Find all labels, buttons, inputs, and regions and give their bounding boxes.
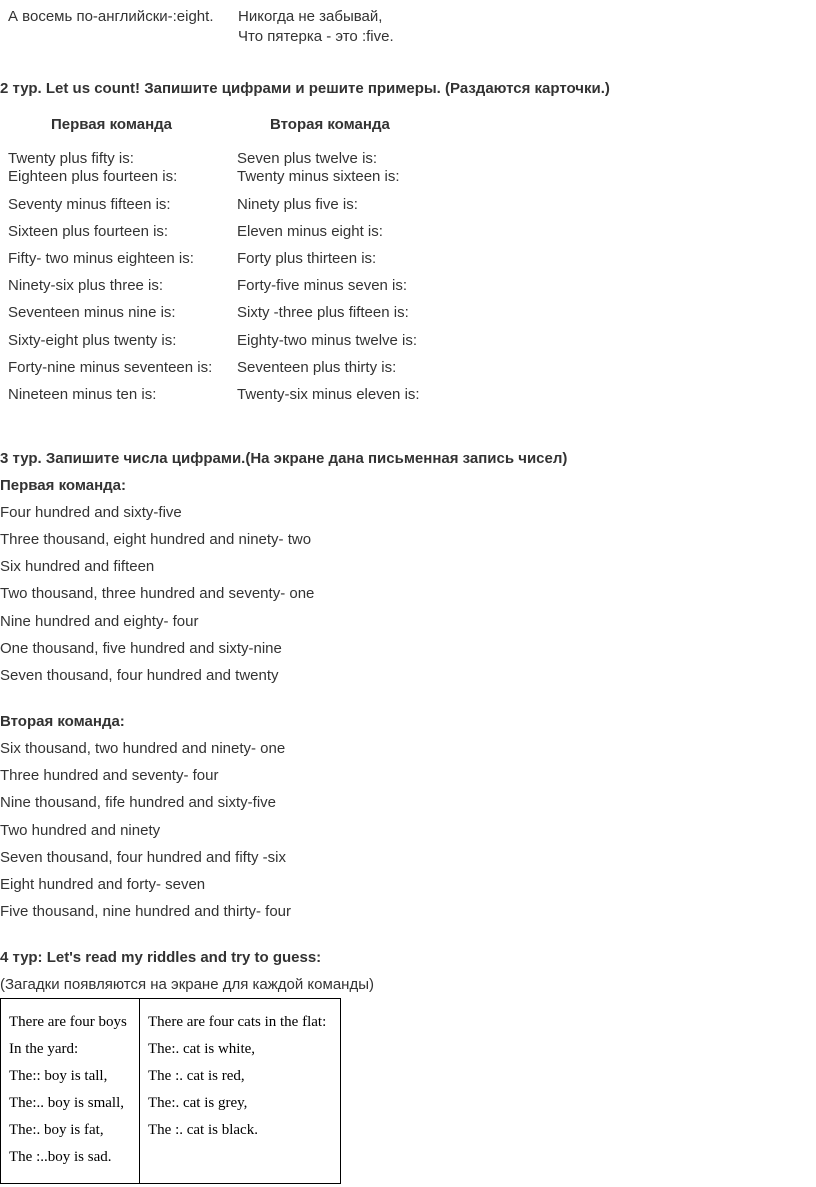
list-item: Twenty-six minus eleven is: [237,386,420,403]
round2-team2-title: Вторая команда [270,116,390,133]
list-item: Six hundred and fifteen [0,558,155,575]
list-item: Twenty minus sixteen is: [237,168,400,185]
riddle-line: The:. cat is grey, [148,1095,248,1111]
round3-team2-title: Вторая команда: [0,713,125,730]
list-item: Sixty -three plus fifteen is: [237,304,409,321]
riddle-line: The :..boy is sad. [9,1149,112,1165]
riddles-table [0,998,341,1184]
list-item: Seventy minus fifteen is: [8,196,171,213]
list-item: Ninety-six plus three is: [8,277,164,294]
list-item: Sixty-eight plus twenty is: [8,332,177,349]
round3-heading: 3 тур. Запишите числа цифрами.(На экране дана письменная запись чисел) [0,450,568,467]
riddle-line: There are four boys [9,1014,127,1030]
round4-heading: 4 тур: Let's read my riddles and try to guess: [0,949,322,966]
list-item: Seven thousand, four hundred and twenty [0,667,279,684]
list-item: Nine hundred and eighty- four [0,613,199,630]
list-item: Three thousand, eight hundred and ninety- two [0,531,312,548]
round3-team1-title: Первая команда: [0,477,127,494]
riddle-line: The:. boy is fat, [9,1122,104,1138]
list-item: Three hundred and seventy- four [0,767,219,784]
riddle-line: In the yard: [9,1041,79,1057]
riddle-line: The :. cat is red, [148,1068,245,1084]
list-item: Forty plus thirteen is: [237,250,377,267]
list-item: Two thousand, three hundred and seventy- one [0,585,315,602]
list-item: Seventeen minus nine is: [8,304,176,321]
list-item: Eighty-two minus twelve is: [237,332,418,349]
list-item: Fifty- two minus eighteen is: [8,250,194,267]
list-item: Seventeen plus thirty is: [237,359,397,376]
table-row [1,999,341,1184]
riddle-line: There are four cats in the flat: [148,1014,327,1030]
list-item: Nineteen minus ten is: [8,386,157,403]
list-item: Seven thousand, four hundred and fifty -six [0,849,287,866]
intro-right-line-1: Никогда не забывай, [238,8,383,25]
list-item: Six thousand, two hundred and ninety- one [0,740,286,757]
riddle-line: The:: boy is tall, [9,1068,108,1084]
riddle-cell-boys [1,999,140,1184]
list-item: Eleven minus eight is: [237,223,383,240]
list-item: Eight hundred and forty- seven [0,876,206,893]
riddle-line: The :. cat is black. [148,1122,258,1138]
intro-right-line-2: Что пятерка - это :five. [238,28,394,45]
list-item: Twenty plus fifty is: [8,150,134,167]
list-item: Seven plus twelve is: [237,150,378,167]
round4-note: (Загадки появляются на экране для каждой команды) [0,976,374,993]
list-item: Forty-nine minus seventeen is: [8,359,213,376]
riddle-cell-cats [140,999,341,1184]
riddle-line: The:.. boy is small, [9,1095,124,1111]
list-item: Nine thousand, fife hundred and sixty-five [0,794,276,811]
list-item: Sixteen plus fourteen is: [8,223,169,240]
list-item: Ninety plus five is: [237,196,358,213]
riddle-line: The:. cat is white, [148,1041,256,1057]
list-item: Four hundred and sixty-five [0,504,182,521]
list-item: One thousand, five hundred and sixty-nine [0,640,282,657]
list-item: Eighteen plus fourteen is: [8,168,178,185]
round2-heading: 2 тур. Let us count! Запишите цифрами и решите примеры. (Раздаются карточки.) [0,80,610,97]
list-item: Five thousand, nine hundred and thirty- four [0,903,292,920]
intro-left-line: А восемь по-английски-:eight. [8,8,214,25]
list-item: Two hundred and ninety [0,822,161,839]
round2-team1-title: Первая команда [51,116,173,133]
list-item: Forty-five minus seven is: [237,277,408,294]
